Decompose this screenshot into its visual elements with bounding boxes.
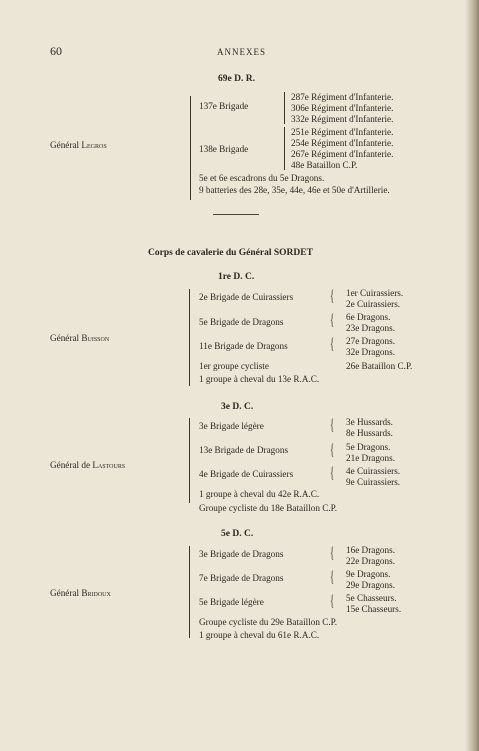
- dr69-brace: [190, 96, 191, 200]
- dr69-regiment-2: 306e Régiment d'Infanterie.: [291, 103, 394, 113]
- dc3-unit-2: 8e Hussards.: [346, 428, 393, 438]
- dc3-brigade-3: 4e Brigade de Cuirassiers: [199, 469, 294, 479]
- dr69-batteries: 9 batteries des 28e, 35e, 44e, 46e et 50e d'Artillerie.: [199, 185, 390, 195]
- dr69-regiment-6: 267e Régiment d'Infanterie.: [291, 149, 394, 159]
- dc1-brigade-4: 1er groupe cycliste: [199, 361, 269, 371]
- dc5-unit-4: 29e Dragons.: [346, 580, 395, 590]
- dc5-brigade-5: 1 groupe à cheval du 61e R.A.C.: [199, 630, 320, 640]
- dc5-general: Général Bridoux: [50, 588, 111, 598]
- dc1-brigade-5: 1 groupe à cheval du 13e R.A.C.: [199, 374, 320, 384]
- dc3-unit-3: 5e Dragons.: [346, 442, 391, 452]
- dc5-heading: 5e D. C.: [221, 529, 254, 539]
- dc5-unit-2: 22e Dragons.: [346, 556, 395, 566]
- dc1-brigade-2: 5e Brigade de Dragons: [199, 317, 284, 327]
- dc1-sub-brace-2: {: [330, 312, 335, 329]
- dr69-escadrons: 5e et 6e escadrons du 5e Dragons.: [199, 173, 325, 183]
- dc5-unit-1: 16e Dragons.: [346, 545, 395, 555]
- dc1-unit-5: 27e Dragons.: [346, 336, 395, 346]
- dc5-sub-brace-3: {: [330, 593, 335, 610]
- page-edge-shadow: [465, 0, 479, 751]
- dr69-general: Général Legros: [50, 140, 107, 150]
- dr69-brigade-137: 137e Brigade: [199, 101, 249, 111]
- dc1-heading: 1re D. C.: [218, 272, 255, 282]
- dc3-sub-brace-2: {: [330, 442, 335, 459]
- dc5-brigade-4: Groupe cycliste du 29e Bataillon C.P.: [199, 617, 338, 627]
- dc3-unit-6: 9e Cuirassiers.: [346, 477, 401, 487]
- dc5-brigade-3: 5e Brigade légère: [199, 597, 264, 607]
- dc1-unit-7: 26e Bataillon C.P.: [346, 361, 413, 371]
- dr69-brigade-138: 138e Brigade: [199, 144, 249, 154]
- dc5-brace: [189, 546, 190, 638]
- dr69-sub-brace-138: [284, 127, 285, 170]
- dr69-regiment-5: 254e Régiment d'Infanterie.: [291, 138, 394, 148]
- dc1-brigade-3: 11e Brigade de Dragons: [199, 341, 288, 351]
- dr69-regiment-7: 48e Bataillon C.P.: [291, 160, 358, 170]
- dc1-general: Général Buisson: [50, 333, 110, 343]
- dc1-unit-3: 6e Dragons.: [346, 312, 391, 322]
- dc5-brigade-1: 3e Brigade de Dragons: [199, 549, 284, 559]
- dc3-brigade-4: 1 groupe à cheval du 42e R.A.C.: [199, 489, 320, 499]
- dc3-sub-brace-1: {: [330, 417, 335, 434]
- dc5-unit-6: 15e Chasseurs.: [346, 604, 402, 614]
- dc3-heading: 3e D. C.: [221, 402, 254, 412]
- section-divider: [213, 214, 259, 215]
- dc1-sub-brace-3: {: [330, 336, 335, 353]
- dc3-unit-1: 3e Hussards.: [346, 417, 393, 427]
- dc1-unit-2: 2e Cuirassiers.: [346, 299, 401, 309]
- dr69-sub-brace-137: [284, 92, 285, 124]
- dc3-unit-5: 4e Cuirassiers.: [346, 466, 401, 476]
- dc5-sub-brace-2: {: [330, 569, 335, 586]
- page-number: 60: [50, 44, 62, 58]
- dc3-sub-brace-3: {: [330, 465, 335, 482]
- dr69-regiment-3: 332e Régiment d'Infanterie.: [291, 114, 394, 124]
- dc5-sub-brace-1: {: [330, 545, 335, 562]
- dc5-unit-3: 9e Dragons.: [346, 569, 391, 579]
- dr69-heading: 69e D. R.: [218, 74, 255, 84]
- dc3-brigade-1: 3e Brigade légère: [199, 421, 264, 431]
- dc5-unit-5: 5e Chasseurs.: [346, 593, 397, 603]
- dc5-brigade-2: 7e Brigade de Dragons: [199, 573, 284, 583]
- dr69-regiment-4: 251e Régiment d'Infanterie.: [291, 127, 394, 137]
- dc3-unit-4: 21e Dragons.: [346, 453, 395, 463]
- dc1-unit-6: 32e Dragons.: [346, 347, 395, 357]
- dc1-brace: [189, 289, 190, 386]
- dc1-unit-1: 1er Cuirassiers.: [346, 288, 404, 298]
- dr69-regiment-1: 287e Régiment d'Infanterie.: [291, 92, 394, 102]
- dc3-brace: [189, 418, 190, 503]
- running-head: ANNEXES: [217, 47, 266, 57]
- dc3-brigade-2: 13e Brigade de Dragons: [199, 445, 289, 455]
- cavalry-heading: Corps de cavalerie du Général SORDET: [148, 248, 313, 258]
- dc1-sub-brace-1: {: [330, 288, 335, 305]
- dc3-general: Général de Lastours: [50, 460, 126, 470]
- dc1-unit-4: 23e Dragons.: [346, 323, 395, 333]
- dc1-brigade-1: 2e Brigade de Cuirassiers: [199, 292, 294, 302]
- dc3-brigade-5: Groupe cycliste du 18e Bataillon C.P.: [199, 503, 338, 513]
